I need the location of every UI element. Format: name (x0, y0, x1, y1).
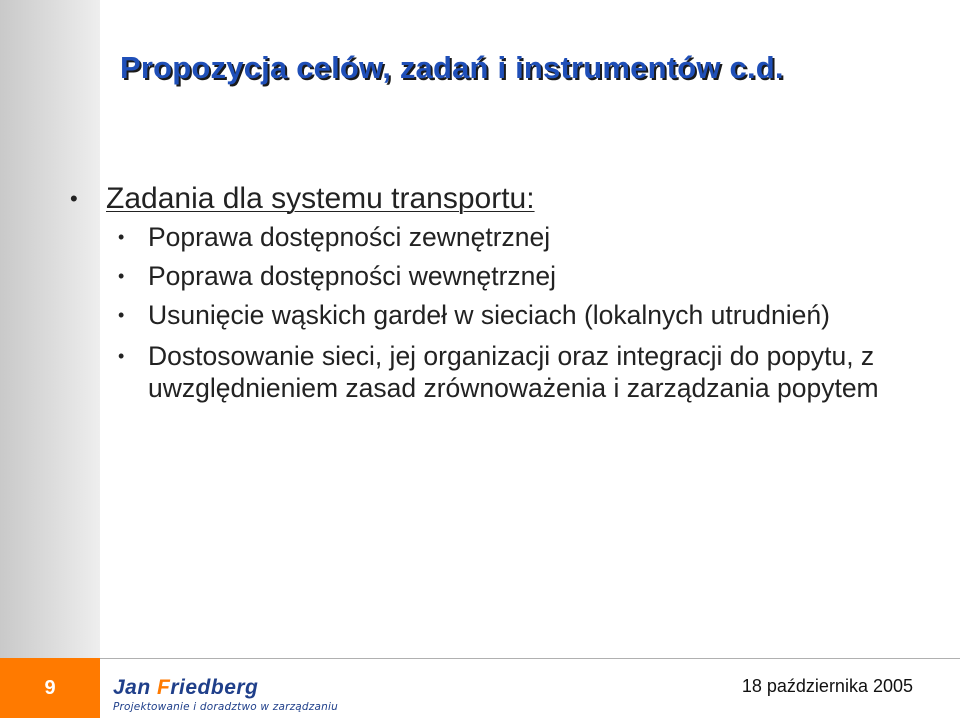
main-bullet-text: Zadania dla systemu transportu: (106, 182, 535, 215)
sub-bullet-text: Dostosowanie sieci, jej organizacji oraz integracji do popytu, z uwzględnieniem zasad zrównoważenia i zarządzania popytem (148, 341, 879, 403)
logo-name-accent: F (157, 676, 171, 699)
footer-date: 18 października 2005 (741, 676, 913, 696)
sub-bullet-item (68, 340, 928, 404)
page-number: 9 (44, 676, 56, 699)
slide-content (68, 181, 928, 413)
sub-bullet-text: Poprawa dostępności wewnętrznej (148, 261, 557, 291)
main-bullet-item (68, 181, 928, 217)
sub-bullet-text: Usunięcie wąskich gardeł w sieciach (lokalnych utrudnień) (148, 300, 830, 330)
bullet-icon: • (70, 186, 78, 211)
logo-name-first: Jan (113, 676, 158, 699)
footer-divider (100, 658, 960, 659)
sub-bullet-item (68, 299, 928, 331)
slide-title: Propozycja celów, zadań i instrumentów c.d. (120, 50, 784, 85)
page-number-badge (0, 658, 100, 718)
company-logo (113, 676, 373, 716)
bullet-icon: • (118, 346, 125, 366)
logo-name-rest: riedberg (170, 676, 259, 699)
sub-bullet-text: Poprawa dostępności zewnętrznej (148, 222, 551, 252)
bullet-icon: • (118, 227, 125, 247)
sub-bullet-item (68, 260, 928, 292)
sub-bullet-list (68, 221, 928, 404)
logo-tagline: Projektowanie i doradztwo w zarządzaniu (113, 701, 338, 713)
sub-bullet-item (68, 221, 928, 253)
bullet-icon: • (118, 305, 125, 325)
logo-name (113, 676, 258, 700)
bullet-icon: • (118, 266, 125, 286)
